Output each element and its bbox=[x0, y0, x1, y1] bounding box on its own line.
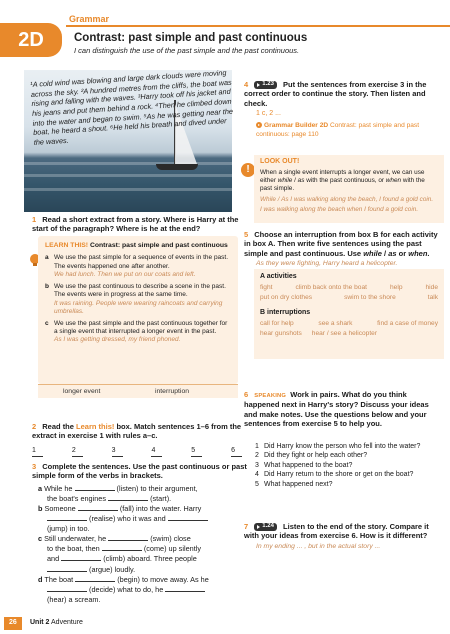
answer-example: 1 c, 2 ... bbox=[256, 110, 281, 118]
rule-item bbox=[45, 283, 231, 317]
answer-blank-1[interactable]: 1 bbox=[32, 447, 43, 457]
exercise-4 bbox=[244, 80, 444, 119]
exercise-number: 3 bbox=[32, 462, 37, 471]
audio-track-button[interactable] bbox=[254, 81, 277, 89]
section-label: Grammar bbox=[69, 14, 110, 24]
item-letter: a bbox=[38, 484, 43, 493]
keyword: when bbox=[385, 177, 402, 185]
text: with the past continuous, or bbox=[304, 177, 386, 185]
exercise-instruction: Listen to the end of the story. Compare it with your ideas from exercise 6. How is it different? bbox=[244, 522, 429, 541]
sentence-text: and bbox=[47, 554, 60, 564]
box-b-row bbox=[260, 330, 438, 338]
exclamation-icon: ! bbox=[241, 163, 255, 177]
word: find a case of money bbox=[377, 319, 438, 327]
rule-text: We use the past continuous to describe a scene in the past. The events were in progress at the same time. bbox=[54, 282, 226, 299]
question-item bbox=[255, 480, 445, 489]
page-title: Contrast: past simple and past continuous bbox=[74, 32, 308, 44]
exercise-instruction: Read a short extract from a story. Where is Harry at the start of the paragraph? Where is he at the end? bbox=[32, 215, 239, 234]
box-a-row bbox=[260, 294, 438, 302]
exercise-number: 2 bbox=[32, 422, 37, 431]
sentence-text: (come) up silently bbox=[143, 544, 201, 554]
rule-letter: c bbox=[45, 319, 49, 327]
answer-blank-6[interactable]: 6 bbox=[231, 447, 242, 457]
rule-letter: a bbox=[45, 254, 49, 262]
audio-track-number: 1.24 bbox=[262, 523, 274, 530]
example-sentence: In my ending ... , but in the actual story ... bbox=[256, 542, 381, 550]
sentence-c-cont2 bbox=[38, 554, 248, 564]
learn-this-label: LEARN THIS! bbox=[45, 242, 89, 249]
sentence-text: (fall) into the water. Harry bbox=[119, 504, 202, 514]
sentence-text: the boat's engines bbox=[47, 494, 107, 504]
word: climb back onto the boat bbox=[295, 283, 367, 291]
question-text: Did Harry return to the shore or get on the boat? bbox=[264, 471, 414, 479]
exercise-number: 6 bbox=[244, 390, 249, 399]
sentence-text: While he bbox=[44, 484, 73, 493]
rule-example: We had lunch. Then we put on our coats and left. bbox=[54, 271, 196, 279]
text: or bbox=[396, 248, 409, 258]
question-text: Did they fight or help each other? bbox=[264, 452, 368, 460]
answer-blank-2[interactable]: 2 bbox=[72, 447, 83, 457]
exercise-number: 1 bbox=[32, 215, 37, 224]
sentence-d-cont bbox=[38, 585, 248, 595]
arrow-right-icon bbox=[256, 122, 262, 128]
exercise-instruction: Complete the sentences. Use the past continuous or past simple form of the verbs in brackets. bbox=[32, 462, 247, 481]
text: / bbox=[381, 248, 389, 258]
match-blanks bbox=[32, 447, 242, 457]
exercise-instruction: Work in pairs. What do you think happened next in Harry's story? Discuss your ideas and make notes. Use the questions below and your sentences from exercise 5 to help you. bbox=[244, 390, 429, 428]
gap-field[interactable] bbox=[165, 585, 205, 592]
answer-blank-3[interactable]: 3 bbox=[112, 447, 123, 457]
sentence-c-cont3 bbox=[38, 565, 248, 575]
rule-item bbox=[45, 320, 231, 345]
page-header bbox=[0, 0, 450, 70]
rule-label-longer: longer event bbox=[63, 388, 101, 395]
word: call for help bbox=[260, 319, 294, 327]
word: help bbox=[390, 283, 403, 291]
boat-hull bbox=[156, 164, 198, 170]
sentence-text: (hear) a scream. bbox=[47, 594, 101, 604]
learn-this-title bbox=[45, 242, 231, 250]
gap-field[interactable] bbox=[102, 544, 142, 551]
activities-box bbox=[254, 269, 444, 359]
footer-unit bbox=[30, 619, 83, 628]
learn-this-heading: Contrast: past simple and past continuous bbox=[89, 242, 228, 249]
grammar-builder-label: Grammar Builder 2D bbox=[264, 122, 329, 129]
gap-field[interactable] bbox=[47, 565, 87, 572]
exercise-5 bbox=[244, 230, 444, 269]
play-icon bbox=[257, 525, 260, 529]
gap-field[interactable] bbox=[108, 494, 148, 501]
gap-field[interactable] bbox=[108, 534, 148, 541]
item-letter: c bbox=[38, 534, 43, 544]
keyword: while bbox=[363, 248, 382, 258]
unit-name: Adventure bbox=[51, 619, 83, 626]
sentence-text: to the boat, then bbox=[47, 544, 100, 554]
question-item bbox=[255, 451, 445, 460]
text: When a single event interrupts a longer event, we can use either bbox=[260, 168, 425, 185]
sentence-text: (climb) aboard. Three people bbox=[103, 554, 197, 564]
rule-item bbox=[45, 254, 231, 279]
answer-blank-5[interactable]: 5 bbox=[191, 447, 202, 457]
sentence-text: The boat bbox=[44, 574, 74, 584]
question-text: What happened next? bbox=[264, 480, 333, 488]
story-extract: ¹A cold wind was blowing and large dark clouds were moving across the sky. ²A hundred metres from the cliffs, the boat was rising and falling with the waves. ³Harry took off his jacket and his jeans and put them behind a rock. ⁴Then he climbed down into the water and began to swim. ⁵As he was getting near the boat, he heard a shout. ⁶He held his breath and dived under the waves. bbox=[30, 68, 234, 147]
question-text: What happened to the boat? bbox=[264, 461, 353, 469]
word: see a shark bbox=[318, 319, 353, 327]
exercise-number: 7 bbox=[244, 522, 249, 531]
rule-text: We use the past simple for a sequence of events in the past. The events happened one after another. bbox=[54, 254, 229, 270]
question-number: 3 bbox=[255, 461, 259, 469]
sentence-c bbox=[38, 534, 248, 544]
sentence-text: (start). bbox=[150, 494, 172, 504]
exercise-number: 4 bbox=[244, 80, 249, 89]
question-list bbox=[255, 442, 445, 489]
rule-example: As I was getting dressed, my friend phoned. bbox=[54, 336, 181, 344]
gap-field[interactable] bbox=[47, 514, 87, 521]
rule-text: We use the past simple and the past continuous together for a single event that interrupted a longer event in the past. bbox=[54, 319, 228, 335]
exercise-instruction: Put the sentences from exercise 3 in the correct order to continue the story. Then listen and check. bbox=[244, 80, 427, 108]
box-b-title: B interruptions bbox=[260, 309, 311, 317]
exercise-1 bbox=[32, 215, 242, 234]
page-footer bbox=[0, 617, 450, 631]
sentence-text: (listen) to their argument, bbox=[116, 484, 198, 493]
text: / bbox=[292, 177, 298, 185]
rule-letter: b bbox=[45, 282, 49, 290]
play-icon bbox=[257, 83, 260, 87]
sentence-c-cont bbox=[38, 544, 248, 554]
page-number: 26 bbox=[4, 617, 22, 630]
example-sentence: As they were fighting, Harry heard a helicopter. bbox=[256, 260, 398, 268]
gap-field[interactable] bbox=[168, 514, 208, 521]
grammar-builder-link[interactable] bbox=[256, 122, 436, 139]
question-item bbox=[255, 442, 445, 451]
text: . bbox=[427, 248, 430, 258]
item-letter: d bbox=[38, 574, 43, 584]
sentence-text: Someone bbox=[44, 504, 76, 514]
sentence-text: (argue) loudly. bbox=[89, 564, 136, 574]
text: with the past simple. bbox=[260, 177, 425, 193]
gap-field[interactable] bbox=[47, 585, 87, 592]
word: hide bbox=[425, 283, 438, 291]
sentence-text: (decide) what to do, he bbox=[89, 584, 164, 594]
exercise-instruction-start: Read the bbox=[42, 422, 77, 431]
box-a-row bbox=[260, 284, 438, 292]
question-item bbox=[255, 461, 445, 470]
question-number: 5 bbox=[255, 480, 259, 488]
page-subtitle: I can distinguish the use of the past simple and the past continuous. bbox=[74, 46, 300, 55]
word: fight bbox=[260, 283, 273, 291]
gap-field[interactable] bbox=[61, 554, 101, 561]
audio-track-button[interactable] bbox=[254, 523, 277, 531]
look-out-text bbox=[260, 169, 438, 194]
sentence-a-cont bbox=[38, 494, 248, 504]
keyword: as bbox=[388, 248, 397, 258]
exercise-6 bbox=[244, 390, 444, 428]
question-number: 1 bbox=[255, 443, 259, 450]
wave-line bbox=[24, 174, 232, 177]
exercise-2 bbox=[32, 422, 247, 441]
unit-label: Unit 2 bbox=[30, 619, 50, 626]
rule-labels bbox=[38, 384, 238, 398]
look-out-box bbox=[254, 155, 444, 223]
question-number: 2 bbox=[255, 452, 259, 460]
header-divider bbox=[66, 25, 450, 27]
box-a-title: A activities bbox=[260, 273, 297, 280]
look-out-example: While / As I was walking along the beach, I found a gold coin. bbox=[260, 195, 434, 203]
sentence-text: Still underwater, he bbox=[44, 534, 107, 544]
keyword: while bbox=[277, 177, 293, 185]
sentence-d bbox=[38, 575, 248, 585]
word: hear gunshots bbox=[260, 330, 302, 338]
word: hear / see a helicopter bbox=[311, 330, 378, 338]
keyword: as bbox=[297, 177, 305, 185]
sentence-b bbox=[38, 504, 248, 514]
question-item bbox=[255, 470, 445, 479]
item-letter: b bbox=[38, 504, 43, 514]
sentence-b-cont2 bbox=[38, 524, 248, 534]
sentence-text: (realise) who it was and bbox=[89, 514, 166, 524]
rule-label-interruption: interruption bbox=[155, 388, 190, 395]
gap-field[interactable] bbox=[75, 484, 115, 491]
exercise-instruction: Choose an interruption from box B for each activity in box A. Then write five sentences using the past simple and past continuous. Use bbox=[244, 230, 438, 258]
grammar-builder-text: Contrast: past simple and past continuous: page 110 bbox=[256, 122, 420, 138]
sentence-text: (swim) close bbox=[150, 534, 191, 544]
gap-field[interactable] bbox=[78, 504, 118, 511]
unit-badge: 2D bbox=[0, 23, 62, 57]
wave-line bbox=[24, 162, 232, 165]
look-out-title: LOOK OUT! bbox=[260, 158, 300, 165]
gap-field[interactable] bbox=[75, 575, 115, 582]
sentence-b-cont bbox=[38, 514, 248, 524]
exercise-3-sentences bbox=[38, 484, 248, 605]
exercise-instruction-end: box. Match sentences 1–6 from the extract in exercise 1 with rules a–c. bbox=[32, 422, 242, 441]
sentence-d-cont2 bbox=[38, 595, 248, 605]
answer-blank-4[interactable]: 4 bbox=[151, 447, 162, 457]
word: talk bbox=[427, 293, 438, 301]
sentence-text: (jump) in too. bbox=[47, 524, 90, 534]
learn-this-box bbox=[38, 236, 238, 384]
wave-line bbox=[24, 188, 232, 191]
speaking-tag: SPEAKING bbox=[254, 393, 287, 399]
sentence-a bbox=[38, 484, 248, 494]
look-out-example: I was walking along the beach when I found a gold coin. bbox=[260, 206, 419, 214]
word: swim to the shore bbox=[344, 293, 396, 301]
box-b-row bbox=[260, 320, 438, 328]
learn-this-ref: Learn this! bbox=[76, 422, 115, 431]
question-number: 4 bbox=[255, 471, 259, 479]
audio-track-number: 1.23 bbox=[262, 81, 274, 88]
rule-example: It was raining. People were wearing raincoats and carrying umbrellas. bbox=[54, 299, 223, 316]
sentence-text: (begin) to move away. As he bbox=[117, 574, 209, 584]
exercise-number: 5 bbox=[244, 230, 249, 239]
exercise-3 bbox=[32, 462, 247, 481]
keyword: when bbox=[408, 248, 428, 258]
word: put on dry clothes bbox=[260, 293, 313, 301]
question-text: Did Harry know the person who fell into the water? bbox=[264, 443, 421, 450]
exercise-7 bbox=[244, 522, 444, 551]
